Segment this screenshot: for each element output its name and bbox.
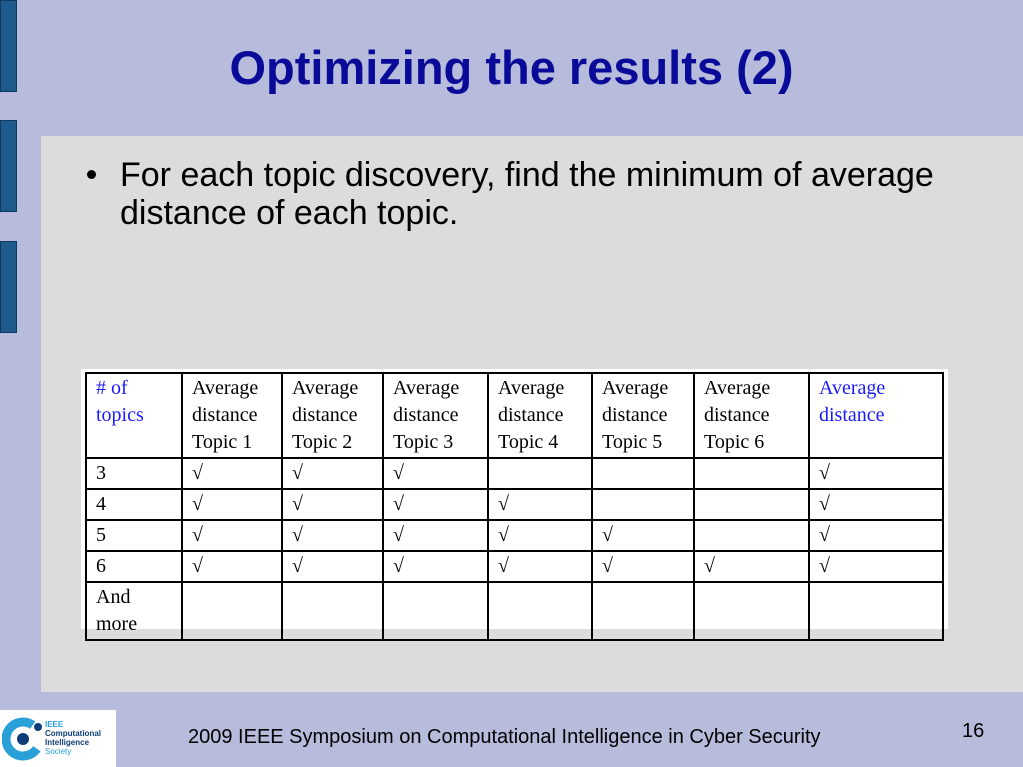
table-cell: √ bbox=[383, 458, 488, 489]
side-decoration-bar bbox=[0, 241, 17, 333]
table-cell: √ bbox=[809, 458, 943, 489]
table-cell bbox=[592, 489, 694, 520]
table-cell: 4 bbox=[86, 489, 182, 520]
logo-text-line4: Society bbox=[45, 747, 72, 756]
table-cell: And more bbox=[86, 582, 182, 640]
logo-text-line3: Intelligence bbox=[45, 738, 90, 747]
ieee-cis-logo bbox=[0, 710, 116, 767]
table-cell: √ bbox=[694, 551, 809, 582]
header-topic-2: Average distance Topic 2 bbox=[282, 373, 383, 458]
table-cell bbox=[694, 582, 809, 640]
table-cell: √ bbox=[488, 489, 592, 520]
table-cell: √ bbox=[809, 489, 943, 520]
table-cell bbox=[694, 520, 809, 551]
cis-logo-icon bbox=[2, 714, 46, 764]
table-cell: √ bbox=[383, 489, 488, 520]
table-cell: √ bbox=[282, 458, 383, 489]
table-cell: √ bbox=[488, 551, 592, 582]
topics-table bbox=[85, 372, 944, 641]
table-cell: √ bbox=[592, 520, 694, 551]
table-cell: 5 bbox=[86, 520, 182, 551]
table-cell: √ bbox=[282, 489, 383, 520]
table-cell bbox=[383, 582, 488, 640]
table-cell: √ bbox=[182, 458, 282, 489]
header-topic-1: Average distance Topic 1 bbox=[182, 373, 282, 458]
table-cell: √ bbox=[182, 489, 282, 520]
table-header-row bbox=[86, 373, 943, 458]
table-cell bbox=[488, 458, 592, 489]
header-topic-5: Average distance Topic 5 bbox=[592, 373, 694, 458]
table-cell: √ bbox=[809, 551, 943, 582]
bullet-dot-icon bbox=[87, 170, 96, 179]
table-cell bbox=[488, 582, 592, 640]
table-cell bbox=[182, 582, 282, 640]
slide-title: Optimizing the results (2) bbox=[229, 41, 794, 94]
table-row bbox=[86, 458, 943, 489]
side-decoration-bar bbox=[0, 120, 17, 212]
table-row bbox=[86, 582, 943, 640]
table-row bbox=[86, 520, 943, 551]
table-cell: √ bbox=[592, 551, 694, 582]
table-cell bbox=[592, 458, 694, 489]
logo-text-line2: Computational bbox=[45, 729, 101, 738]
table-cell bbox=[282, 582, 383, 640]
table-cell bbox=[694, 458, 809, 489]
table-row bbox=[86, 489, 943, 520]
header-topic-4: Average distance Topic 4 bbox=[488, 373, 592, 458]
table-cell: √ bbox=[383, 520, 488, 551]
table-row bbox=[86, 551, 943, 582]
bullet-text: For each topic discovery, find the minimum of average distance of each topic. bbox=[120, 156, 934, 232]
table-cell: √ bbox=[488, 520, 592, 551]
table-cell: 6 bbox=[86, 551, 182, 582]
header-topic-3: Average distance Topic 3 bbox=[383, 373, 488, 458]
table-cell: √ bbox=[809, 520, 943, 551]
table-cell: √ bbox=[282, 520, 383, 551]
page-number: 16 bbox=[962, 720, 985, 742]
header-average-distance: Average distance bbox=[809, 373, 943, 458]
footer-text: 2009 IEEE Symposium on Computational Intelligence in Cyber Security bbox=[188, 726, 821, 748]
header-num-topics: # of topics bbox=[86, 373, 182, 458]
table-cell: √ bbox=[383, 551, 488, 582]
table-cell bbox=[694, 489, 809, 520]
table-cell: √ bbox=[282, 551, 383, 582]
table-cell bbox=[809, 582, 943, 640]
table-cell: √ bbox=[182, 520, 282, 551]
logo-text-ieee: IEEE bbox=[45, 720, 64, 729]
table-cell bbox=[592, 582, 694, 640]
table-cell: 3 bbox=[86, 458, 182, 489]
header-topic-6: Average distance Topic 6 bbox=[694, 373, 809, 458]
topics-table-container bbox=[81, 369, 948, 635]
table-cell: √ bbox=[182, 551, 282, 582]
